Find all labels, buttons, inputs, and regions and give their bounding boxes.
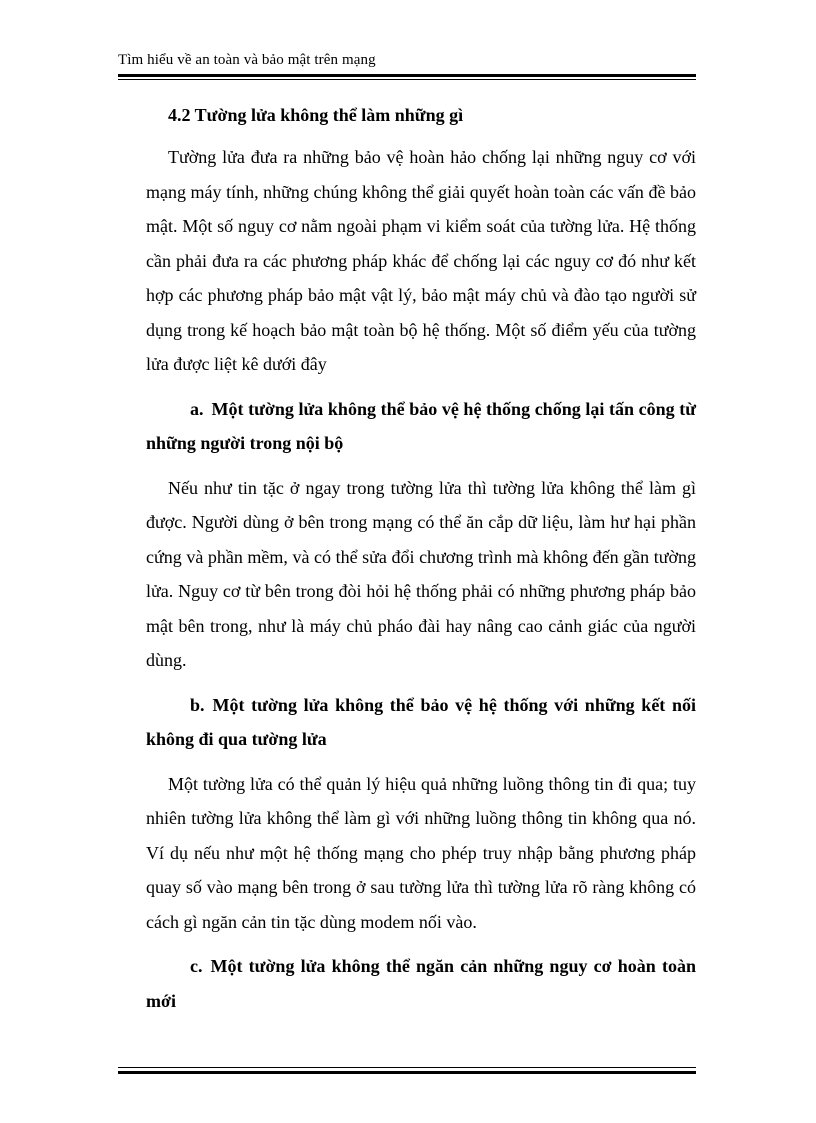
footer-rule-thin [118, 1067, 696, 1068]
page-body [146, 100, 696, 1018]
item-b-label: b. [190, 694, 205, 715]
item-c-title [146, 949, 696, 1018]
item-b-title [146, 688, 696, 757]
section-title: 4.2 Tường lửa không thể làm những gì [168, 105, 464, 125]
footer-rule-thick [118, 1071, 696, 1074]
item-c-title-text: Một tường lửa không thể ngăn cản những nguy cơ hoàn toàn mới [146, 956, 696, 1011]
item-a-body: Nếu như tin tặc ở ngay trong tường lửa thì tường lửa không thể làm gì được. Người dùng ở bên trong mạng có thể ăn cắp dữ liệu, làm hư hại phần cứng và phần mềm, và có thể sửa đổi chương trình mà không đến gần tường lửa. Nguy cơ từ bên trong đòi hỏi hệ thống phải có những phương pháp bảo mật bên trong, như là máy chủ pháo đài hay nâng cao cảnh giác của người dùng. [146, 477, 696, 670]
item-b-body: Một tường lửa có thể quản lý hiệu quả những luồng thông tin đi qua; tuy nhiên tường lửa không thể làm gì với những luồng thông tin không qua nó. Ví dụ nếu như một hệ thống mạng cho phép truy nhập bằng phương pháp quay số vào mạng bên trong ở sau tường lửa thì tường lửa rõ ràng không có cách gì ngăn cản tin tặc dùng modem nối vào. [146, 773, 696, 932]
item-c-label: c. [190, 956, 203, 976]
item-a-label: a. [190, 398, 204, 419]
item-a-title [146, 392, 696, 461]
item-a-title-text: Một tường lửa không thể bảo vệ hệ thống chống lại tấn công từ những người trong nội bộ [146, 398, 696, 453]
header-rule-thin [118, 79, 696, 80]
running-header: Tìm hiểu về an toàn và bảo mật trên mạng [118, 52, 376, 68]
item-b-title-text: Một tường lửa không thể bảo vệ hệ thống với những kết nối không đi qua tường lửa [146, 694, 696, 749]
header-rule-thick [118, 74, 696, 77]
intro-paragraph: Tường lửa đưa ra những bảo vệ hoàn hảo chống lại những nguy cơ với mạng máy tính, những chúng không thể giải quyết hoàn toàn các vấn đề bảo mật. Một số nguy cơ nằm ngoài phạm vi kiểm soát của tường lửa. Hệ thống cần phải đưa ra các phương pháp khác để chống lại các nguy cơ đó như kết hợp các phương pháp bảo mật vật lý, bảo mật máy chủ và đào tạo người sử dụng trong kế hoạch bảo mật toàn bộ hệ thống. Một số điểm yếu của tường lửa được liệt kê dưới đây [146, 147, 696, 374]
